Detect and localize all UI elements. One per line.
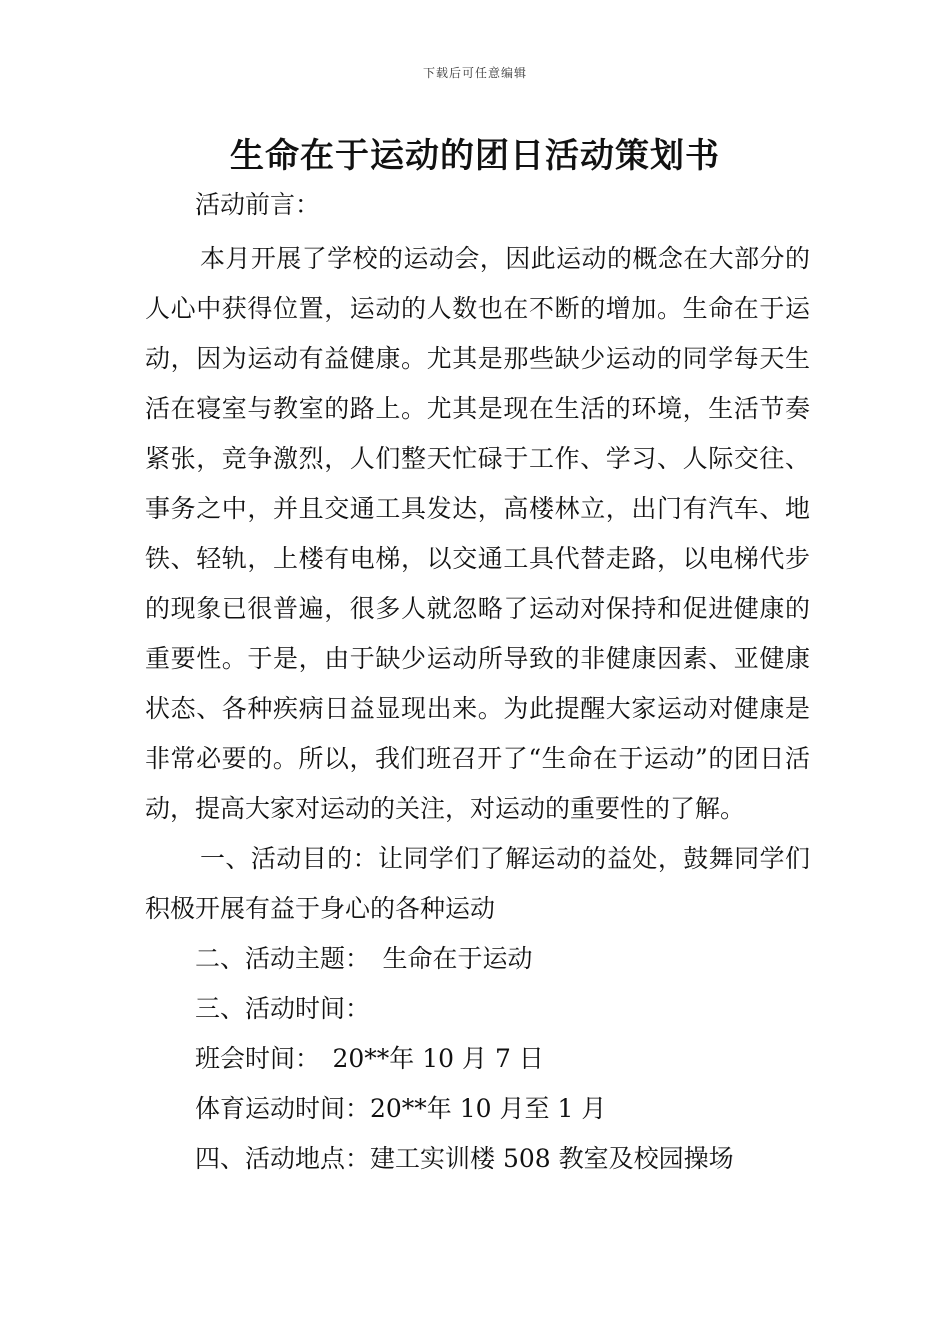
header-note: 下载后可任意编辑 bbox=[422, 66, 527, 80]
document-body bbox=[145, 180, 810, 1184]
theme-line: 二、活动主题： 生命在于运动 bbox=[195, 944, 533, 973]
purpose-paragraph: 一、活动目的：让同学们了解运动的益处，鼓舞同学们积极开展有益于身心的各种运动 bbox=[145, 844, 810, 923]
location-line: 四、活动地点：建工实训楼 508 教室及校园操场 bbox=[195, 1144, 734, 1173]
time-heading: 三、活动时间： bbox=[195, 994, 371, 1023]
class-meeting-time-line: 班会时间： 20**年 10 月 7 日 bbox=[195, 1044, 544, 1073]
preface-paragraph: 本月开展了学校的运动会，因此运动的概念在大部分的人心中获得位置，运动的人数也在不断的增加。生命在于运动，因为运动有益健康。尤其是那些缺少运动的同学每天生活在寝室与教室的路上。尤其是现在生活的环境，生活节奏紧张，竞争激烈，人们整天忙碌于工作、学习、人际交往、事务之中，并且交通工具发达，高楼林立，出门有汽车、地铁、轻轨，上楼有电梯，以交通工具代替走路，以电梯代步的现象已很普遍，很多人就忽略了运动对保持和促进健康的重要性。于是，由于缺少运动所导致的非健康因素、亚健康状态、各种疾病日益显现出来。为此提醒大家运动对健康是非常必要的。所以，我们班召开了“生命在于运动”的团日活动，提高大家对运动的关注，对运动的重要性的了解。 bbox=[145, 244, 810, 823]
preface-label: 活动前言： bbox=[195, 190, 321, 219]
document-title: 生命在于运动的团日活动策划书 bbox=[230, 136, 720, 176]
sports-time-line: 体育运动时间：20**年 10 月至 1 月 bbox=[195, 1094, 607, 1123]
